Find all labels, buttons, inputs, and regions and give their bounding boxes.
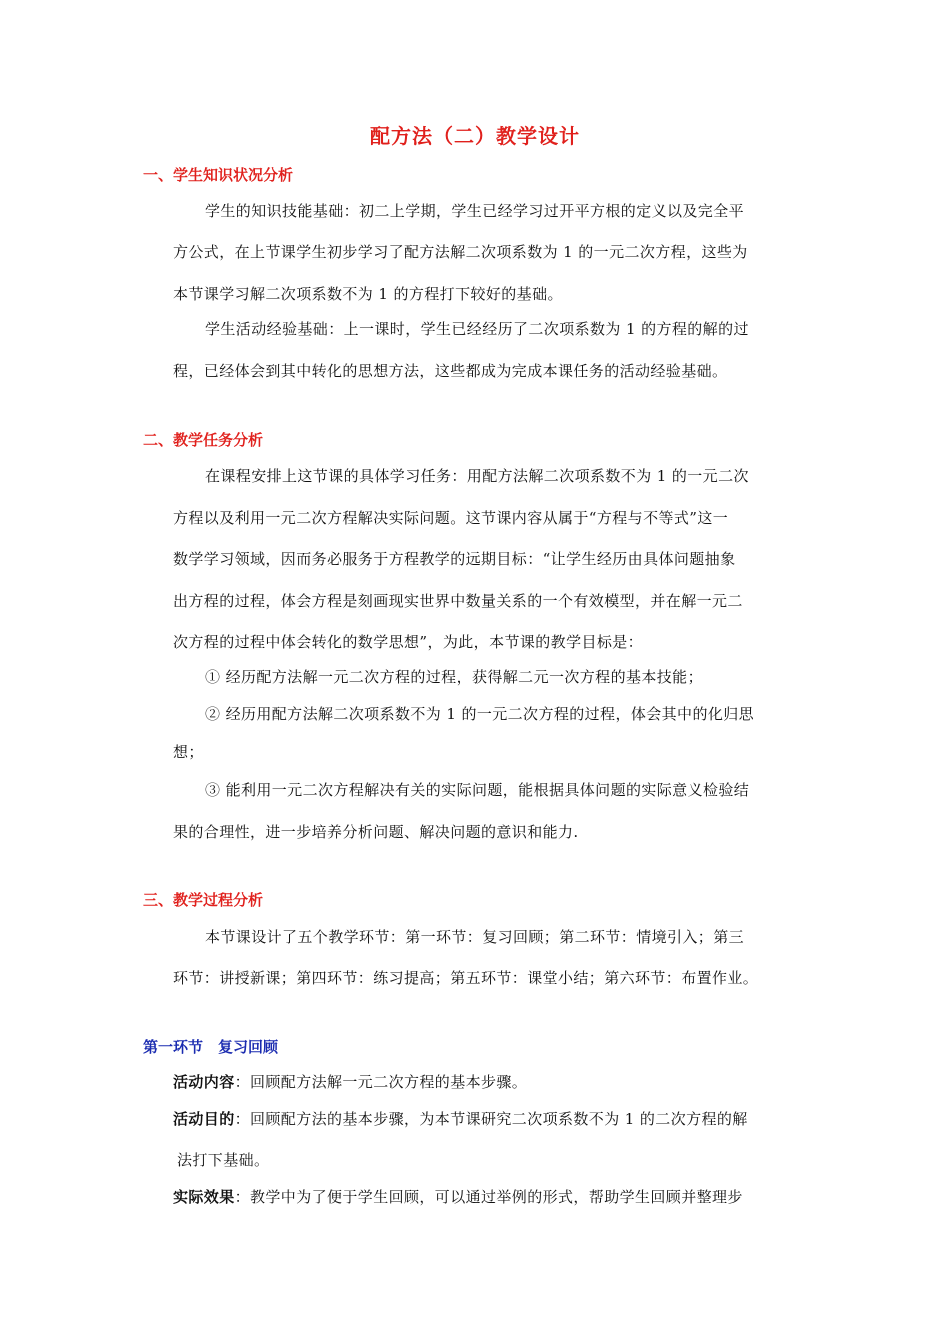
paragraph-line: 程，已经体会到其中转化的思想方法，这些都成为完成本课任务的活动经验基础。 <box>173 362 728 380</box>
paragraph-line: 本节课设计了五个教学环节：第一环节：复习回顾；第二环节：情境引入；第三 <box>205 928 745 946</box>
paragraph-line: 方公式，在上节课学生初步学习了配方法解二次项系数为 1 的一元二次方程，这些为 <box>173 243 748 261</box>
paragraph-line: 数学学习领域，因而务必服务于方程教学的远期目标：“让学生经历由具体问题抽象 <box>173 550 736 568</box>
actual-effect-label: 实际效果 <box>173 1188 235 1206</box>
activity-purpose-text: ：回顾配方法的基本步骤，为本节课研究二次项系数不为 1 的二次方程的解 <box>234 1110 748 1128</box>
paragraph-line: 学生活动经验基础：上一课时，学生已经经历了二次项系数为 1 的方程的解的过 <box>205 320 749 338</box>
section-heading-process-analysis: 三、教学过程分析 <box>143 891 264 909</box>
paragraph-line: 出方程的过程，体会方程是刻画现实世界中数量关系的一个有效模型，并在解一元二 <box>173 592 743 610</box>
paragraph-line: 法打下基础。 <box>177 1151 270 1169</box>
step-heading-review: 第一环节 复习回顾 <box>143 1038 279 1056</box>
paragraph-line: 本节课学习解二次项系数不为 1 的方程打下较好的基础。 <box>173 285 563 303</box>
paragraph-line: 学生的知识技能基础：初二上学期，学生已经学习过开平方根的定义以及完全平 <box>205 202 745 220</box>
objective-item-2: ② 经历用配方法解二次项系数不为 1 的一元二次方程的过程，体会其中的化归思 <box>205 705 755 723</box>
paragraph-line: 次方程的过程中体会转化的数学思想”，为此，本节课的教学目标是： <box>173 633 644 651</box>
paragraph-line: 在课程安排上这节课的具体学习任务：用配方法解二次项系数不为 1 的一元二次 <box>205 467 749 485</box>
actual-effect <box>173 1186 809 1207</box>
paragraph-line: 方程以及利用一元二次方程解决实际问题。这节课内容从属于“方程与不等式”这一 <box>173 509 729 527</box>
document-title: 配方法（二）教学设计 <box>370 124 580 148</box>
activity-purpose <box>173 1108 809 1129</box>
paragraph-line: 果的合理性，进一步培养分析问题、解决问题的意识和能力. <box>173 823 579 841</box>
objective-item-3: ③ 能利用一元二次方程解决有关的实际问题，能根据具体问题的实际意义检验结 <box>205 781 750 799</box>
actual-effect-text: ：教学中为了便于学生回顾，可以通过举例的形式，帮助学生回顾并整理步 <box>234 1188 743 1206</box>
section-heading-task-analysis: 二、教学任务分析 <box>143 431 264 449</box>
section-heading-student-analysis: 一、学生知识状况分析 <box>143 166 294 184</box>
objective-item-1: ① 经历配方法解一元二次方程的过程，获得解二元一次方程的基本技能； <box>205 668 703 686</box>
activity-content <box>173 1071 809 1092</box>
paragraph-line: 环节：讲授新课；第四环节：练习提高；第五环节：课堂小结；第六环节：布置作业。 <box>173 969 759 987</box>
activity-purpose-label: 活动目的 <box>173 1110 235 1128</box>
activity-content-label: 活动内容 <box>173 1073 235 1091</box>
activity-content-text: ：回顾配方法解一元二次方程的基本步骤。 <box>234 1073 528 1091</box>
paragraph-line: 想； <box>173 743 204 761</box>
